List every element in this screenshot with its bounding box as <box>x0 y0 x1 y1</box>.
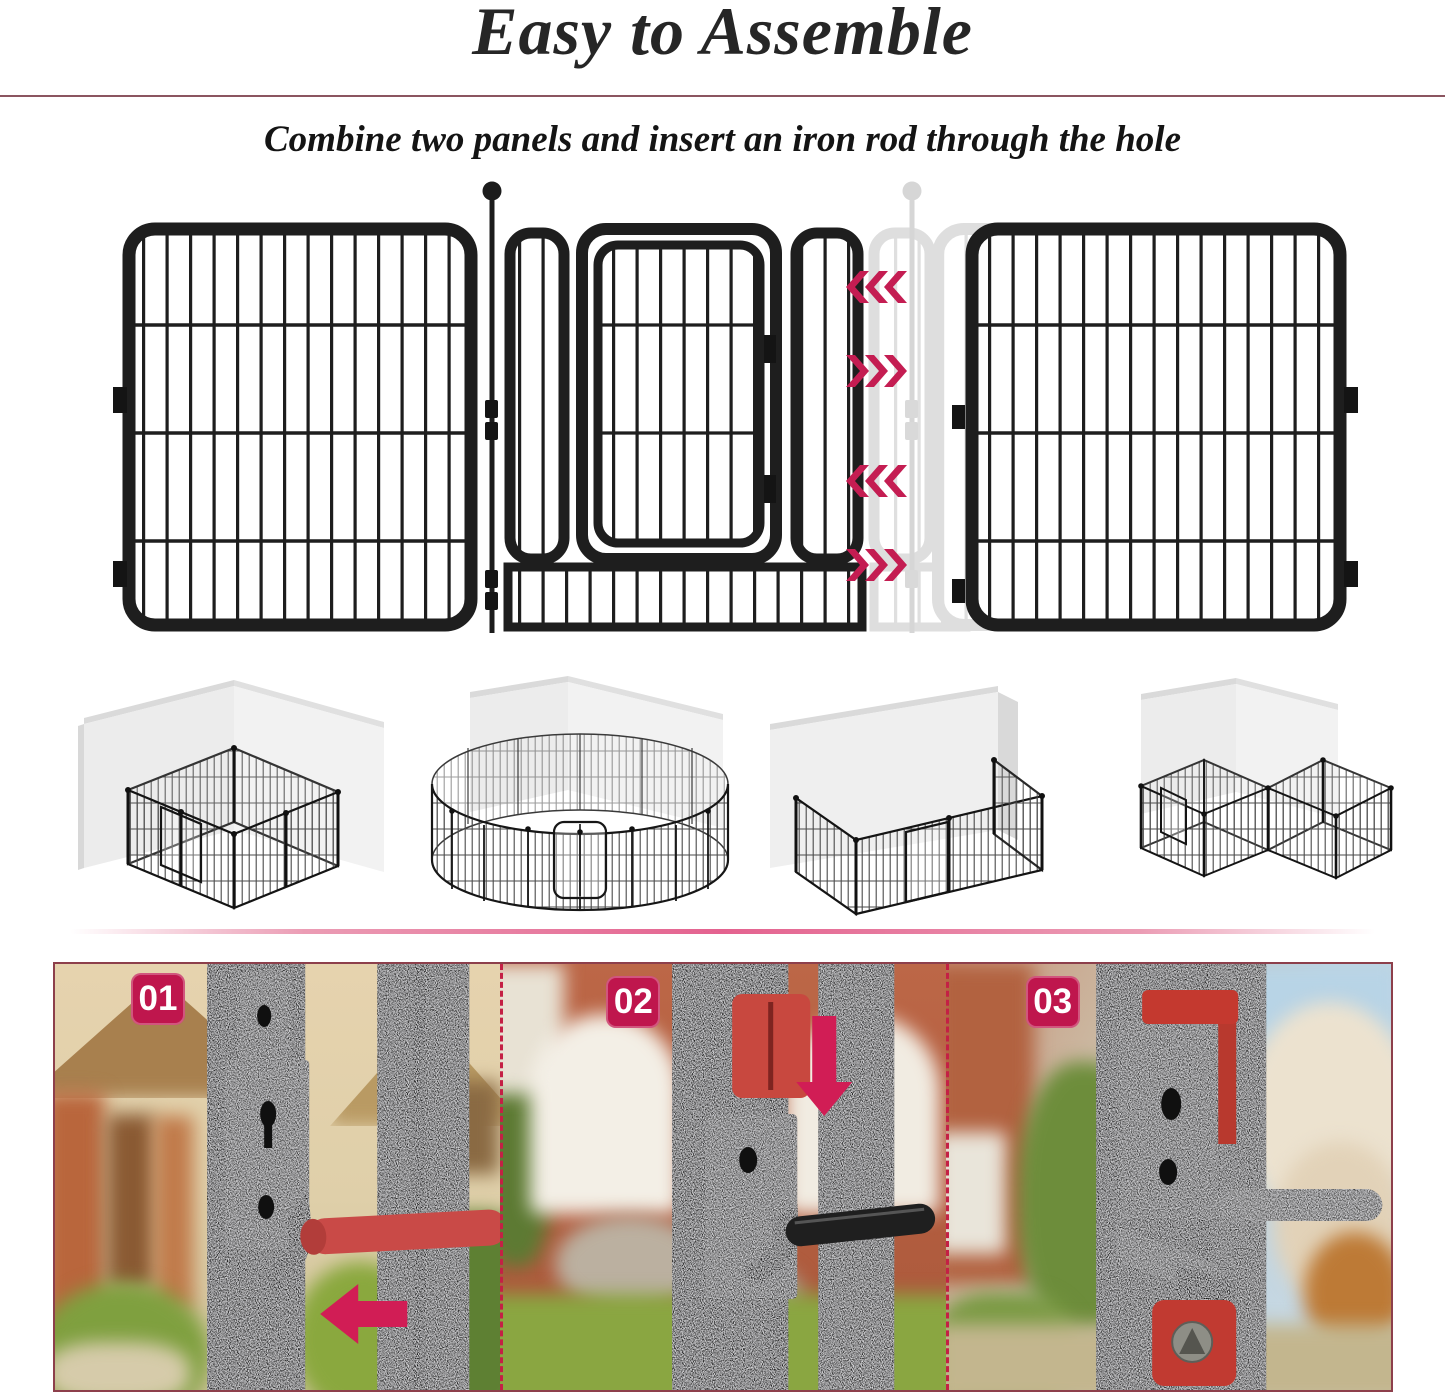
step-dashed-divider <box>946 964 949 1390</box>
fence-panel-left <box>113 229 471 625</box>
mesh-pen-circle <box>432 734 728 910</box>
step-badge: 01 <box>131 973 185 1025</box>
step-photo-2 <box>500 964 945 1390</box>
page-title: Easy to Assemble <box>472 0 973 69</box>
header-divider-line <box>0 95 1445 97</box>
fence-panel-right <box>952 229 1358 625</box>
door-panel-assembly <box>508 229 862 627</box>
config-square-pen-corner <box>66 672 396 940</box>
mesh-pen-large <box>1268 760 1391 878</box>
panel-assembly-diagram <box>0 175 1445 670</box>
red-rod-cap <box>1142 990 1238 1024</box>
step-badge: 02 <box>606 976 660 1028</box>
gray-rod <box>1214 1189 1382 1221</box>
step2-hardware-overlay <box>500 964 945 1390</box>
step3-hardware-overlay <box>946 964 1391 1390</box>
iron-rod-icon <box>483 182 502 634</box>
red-lock-tag <box>1152 1300 1236 1386</box>
pink-gradient-divider <box>70 929 1375 934</box>
config-double-pen-corner <box>1086 672 1396 940</box>
step-badge: 03 <box>1026 976 1080 1028</box>
config-circular-pen <box>408 672 753 940</box>
step-photo-3 <box>946 964 1391 1390</box>
step-dashed-divider <box>500 964 503 1390</box>
page-subtitle: Combine two panels and insert an iron rod through the hole <box>263 119 1181 160</box>
step-photo-1 <box>55 964 500 1390</box>
step1-hardware-overlay <box>55 964 500 1390</box>
config-u-pen-wall <box>756 672 1076 940</box>
kick-strip <box>508 567 862 627</box>
assembly-steps-photos <box>53 962 1393 1392</box>
pen-door <box>906 822 948 902</box>
red-iron-rod <box>299 1209 500 1256</box>
